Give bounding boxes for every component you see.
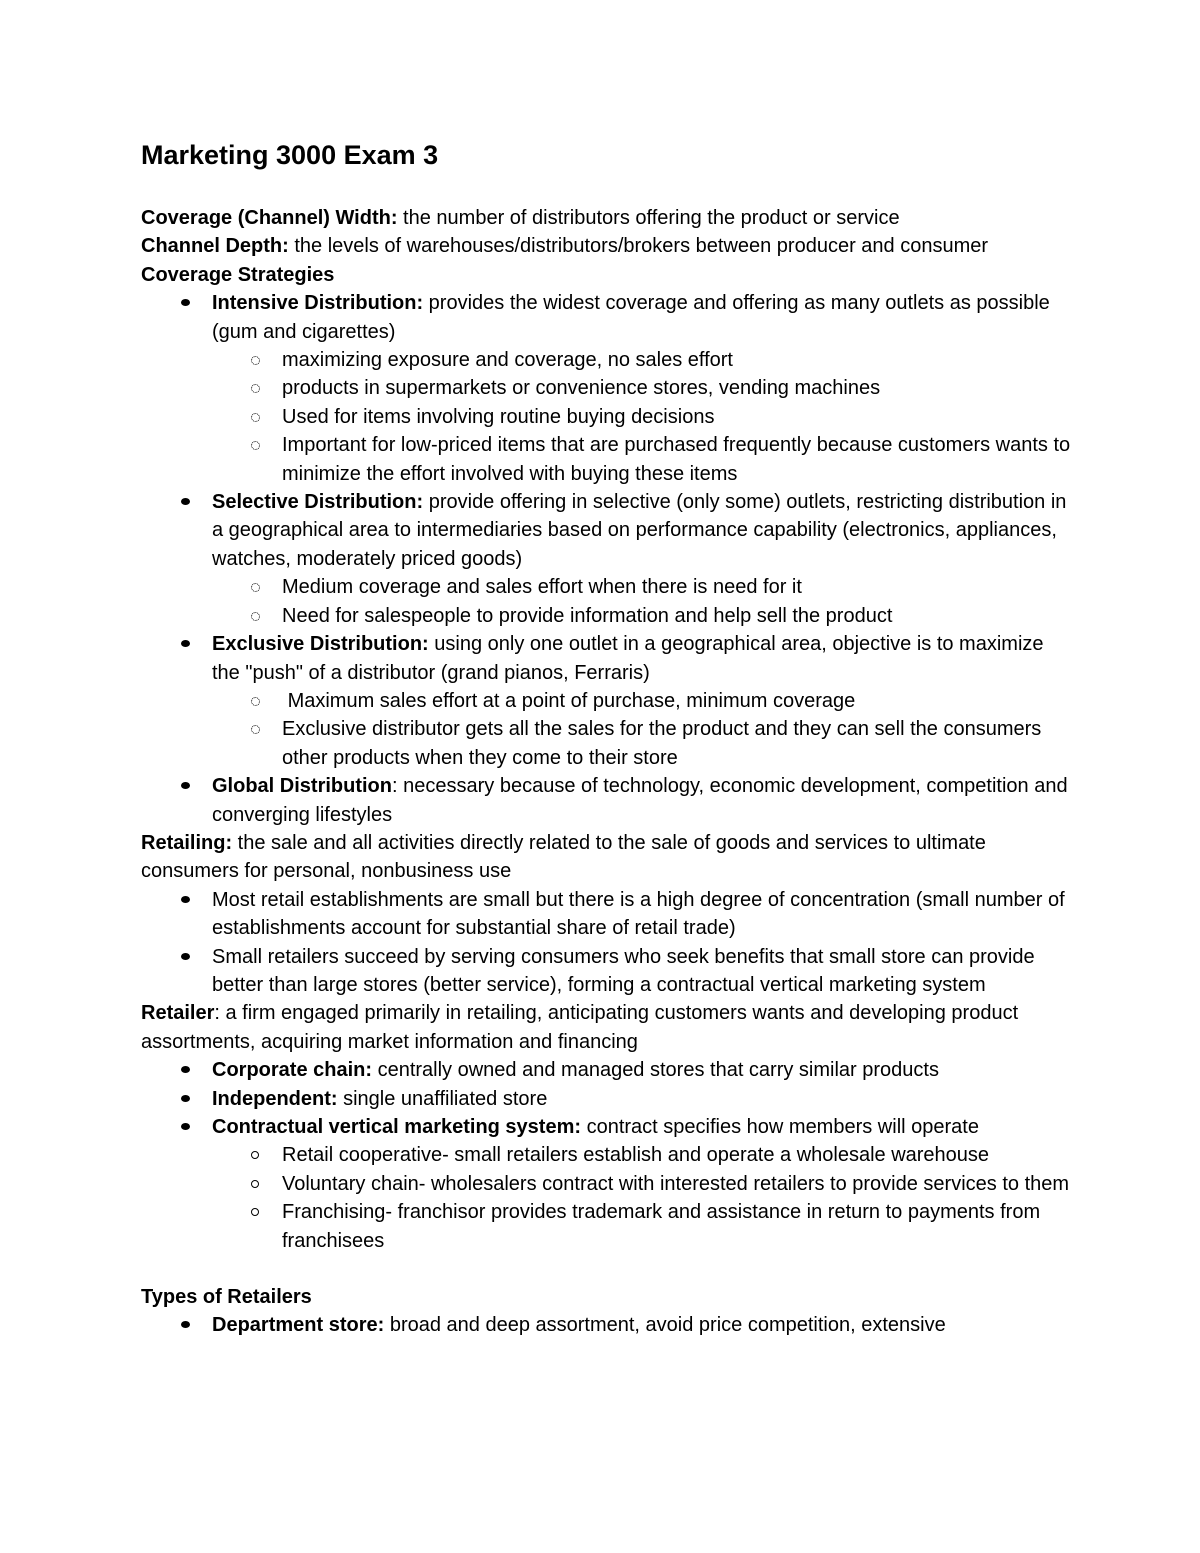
circle-bullet-icon xyxy=(251,725,260,734)
bullet-icon xyxy=(181,1095,190,1102)
circle-bullet-icon xyxy=(251,612,260,621)
list-item xyxy=(141,1085,1071,1113)
list-item xyxy=(141,289,1071,346)
term: Selective Distribution: xyxy=(212,491,424,514)
term: Retailer xyxy=(141,1002,215,1025)
retailer-definition xyxy=(141,999,1071,1056)
sub-list-item: Exclusive distributor gets all the sales for the product and they can sell the consumers other products when they come to their store xyxy=(141,715,1071,772)
sub-list-item: Voluntary chain- wholesalers contract with interested retailers to provide services to them xyxy=(141,1170,1071,1198)
bullet-icon xyxy=(181,896,190,903)
sub-list-item: Maximum sales effort at a point of purchase, minimum coverage xyxy=(141,687,1071,715)
term: Global Distribution xyxy=(212,775,392,798)
sub-list-item: Franchising- franchisor provides trademark and assistance in return to payments from franchisees xyxy=(141,1198,1071,1255)
circle-bullet-icon xyxy=(251,1208,259,1216)
sub-list-item: Important for low-priced items that are purchased frequently because customers wants to minimize the effort involved with buying these items xyxy=(141,431,1071,488)
sub-list-item: Retail cooperative- small retailers establish and operate a wholesale warehouse xyxy=(141,1141,1071,1169)
definition: using only one outlet in a geographical area, objective is to maximize the "push" of a distributor (grand pianos, Ferraris) xyxy=(212,633,1044,684)
coverage-strategies-list xyxy=(141,289,1071,829)
sub-list-item: Used for items involving routine buying decisions xyxy=(141,403,1071,431)
bullet-icon xyxy=(181,1321,190,1328)
definition: centrally owned and managed stores that carry similar products xyxy=(372,1059,939,1082)
channel-depth-definition xyxy=(141,232,1071,260)
circle-bullet-icon xyxy=(251,697,260,706)
types-of-retailers-heading: Types of Retailers xyxy=(141,1286,312,1309)
list-item xyxy=(141,1113,1071,1141)
term: Channel Depth: xyxy=(141,235,289,258)
circle-bullet-icon xyxy=(251,356,260,365)
list-item: Most retail establishments are small but there is a high degree of concentration (small number of establishments account for substantial share of retail trade) xyxy=(141,886,1071,943)
term: Retailing: xyxy=(141,831,233,854)
definition: provides the widest coverage and offering as many outlets as possible (gum and cigarettes) xyxy=(212,292,1050,343)
list-item xyxy=(141,1056,1071,1084)
term: Independent: xyxy=(212,1087,338,1110)
bullet-icon xyxy=(181,1066,190,1073)
list-item xyxy=(141,772,1071,829)
bullet-icon xyxy=(181,299,190,306)
sub-list-item: maximizing exposure and coverage, no sales effort xyxy=(141,346,1071,374)
bullet-icon xyxy=(181,782,190,789)
circle-bullet-icon xyxy=(251,1180,259,1188)
retailing-list xyxy=(141,886,1071,1000)
definition: : a firm engaged primarily in retailing, anticipating customers wants and developing product assortments, acquiring market information and financing xyxy=(141,1002,1019,1053)
definition: the number of distributors offering the product or service xyxy=(397,207,900,229)
coverage-width-definition xyxy=(141,204,1071,232)
definition: the levels of warehouses/distributors/brokers between producer and consumer xyxy=(288,235,989,258)
definition: : necessary because of technology, economic development, competition and converging lifestyles xyxy=(212,775,1068,826)
types-of-retailers-list xyxy=(141,1311,1071,1339)
bullet-icon xyxy=(181,1123,190,1130)
sub-list-item: Medium coverage and sales effort when there is need for it xyxy=(141,573,1071,601)
list-item xyxy=(141,1311,1071,1339)
term: Department store: xyxy=(212,1314,385,1337)
list-item xyxy=(141,630,1071,687)
bullet-icon xyxy=(181,953,190,960)
circle-bullet-icon xyxy=(251,413,260,422)
spacer xyxy=(141,1255,1071,1283)
definition: provide offering in selective (only some) outlets, restricting distribution in a geographical area to intermediaries based on performance capability (electronics, appliances, watches, moderately priced goods) xyxy=(212,491,1067,570)
definition: single unaffiliated store xyxy=(337,1087,548,1110)
circle-bullet-icon xyxy=(251,1151,259,1159)
definition: contract specifies how members will operate xyxy=(581,1116,979,1138)
retailer-list xyxy=(141,1056,1071,1255)
term: Contractual vertical marketing system: xyxy=(212,1116,582,1138)
document-body xyxy=(141,204,1071,1340)
bullet-icon xyxy=(181,498,190,505)
retailing-definition xyxy=(141,829,1071,886)
circle-bullet-icon xyxy=(251,441,260,450)
definition: broad and deep assortment, avoid price competition, extensive xyxy=(384,1314,946,1337)
bullet-icon xyxy=(181,640,190,647)
sub-list-item: Need for salespeople to provide information and help sell the product xyxy=(141,602,1071,630)
circle-bullet-icon xyxy=(251,583,260,592)
term: Intensive Distribution: xyxy=(212,292,424,315)
term: Exclusive Distribution: xyxy=(212,633,429,656)
list-item xyxy=(141,488,1071,573)
list-item: Small retailers succeed by serving consumers who seek benefits that small store can provide better than large stores (better service), forming a contractual vertical marketing system xyxy=(141,943,1071,1000)
circle-bullet-icon xyxy=(251,384,260,393)
sub-list-item: products in supermarkets or convenience stores, vending machines xyxy=(141,374,1071,402)
term: Corporate chain: xyxy=(212,1059,373,1082)
definition: the sale and all activities directly related to the sale of goods and services to ultimate consumers for personal, nonbusiness use xyxy=(141,831,986,883)
page-title: Marketing 3000 Exam 3 xyxy=(141,140,439,170)
term: Coverage (Channel) Width: xyxy=(141,207,398,229)
coverage-strategies-heading: Coverage Strategies xyxy=(141,263,335,286)
